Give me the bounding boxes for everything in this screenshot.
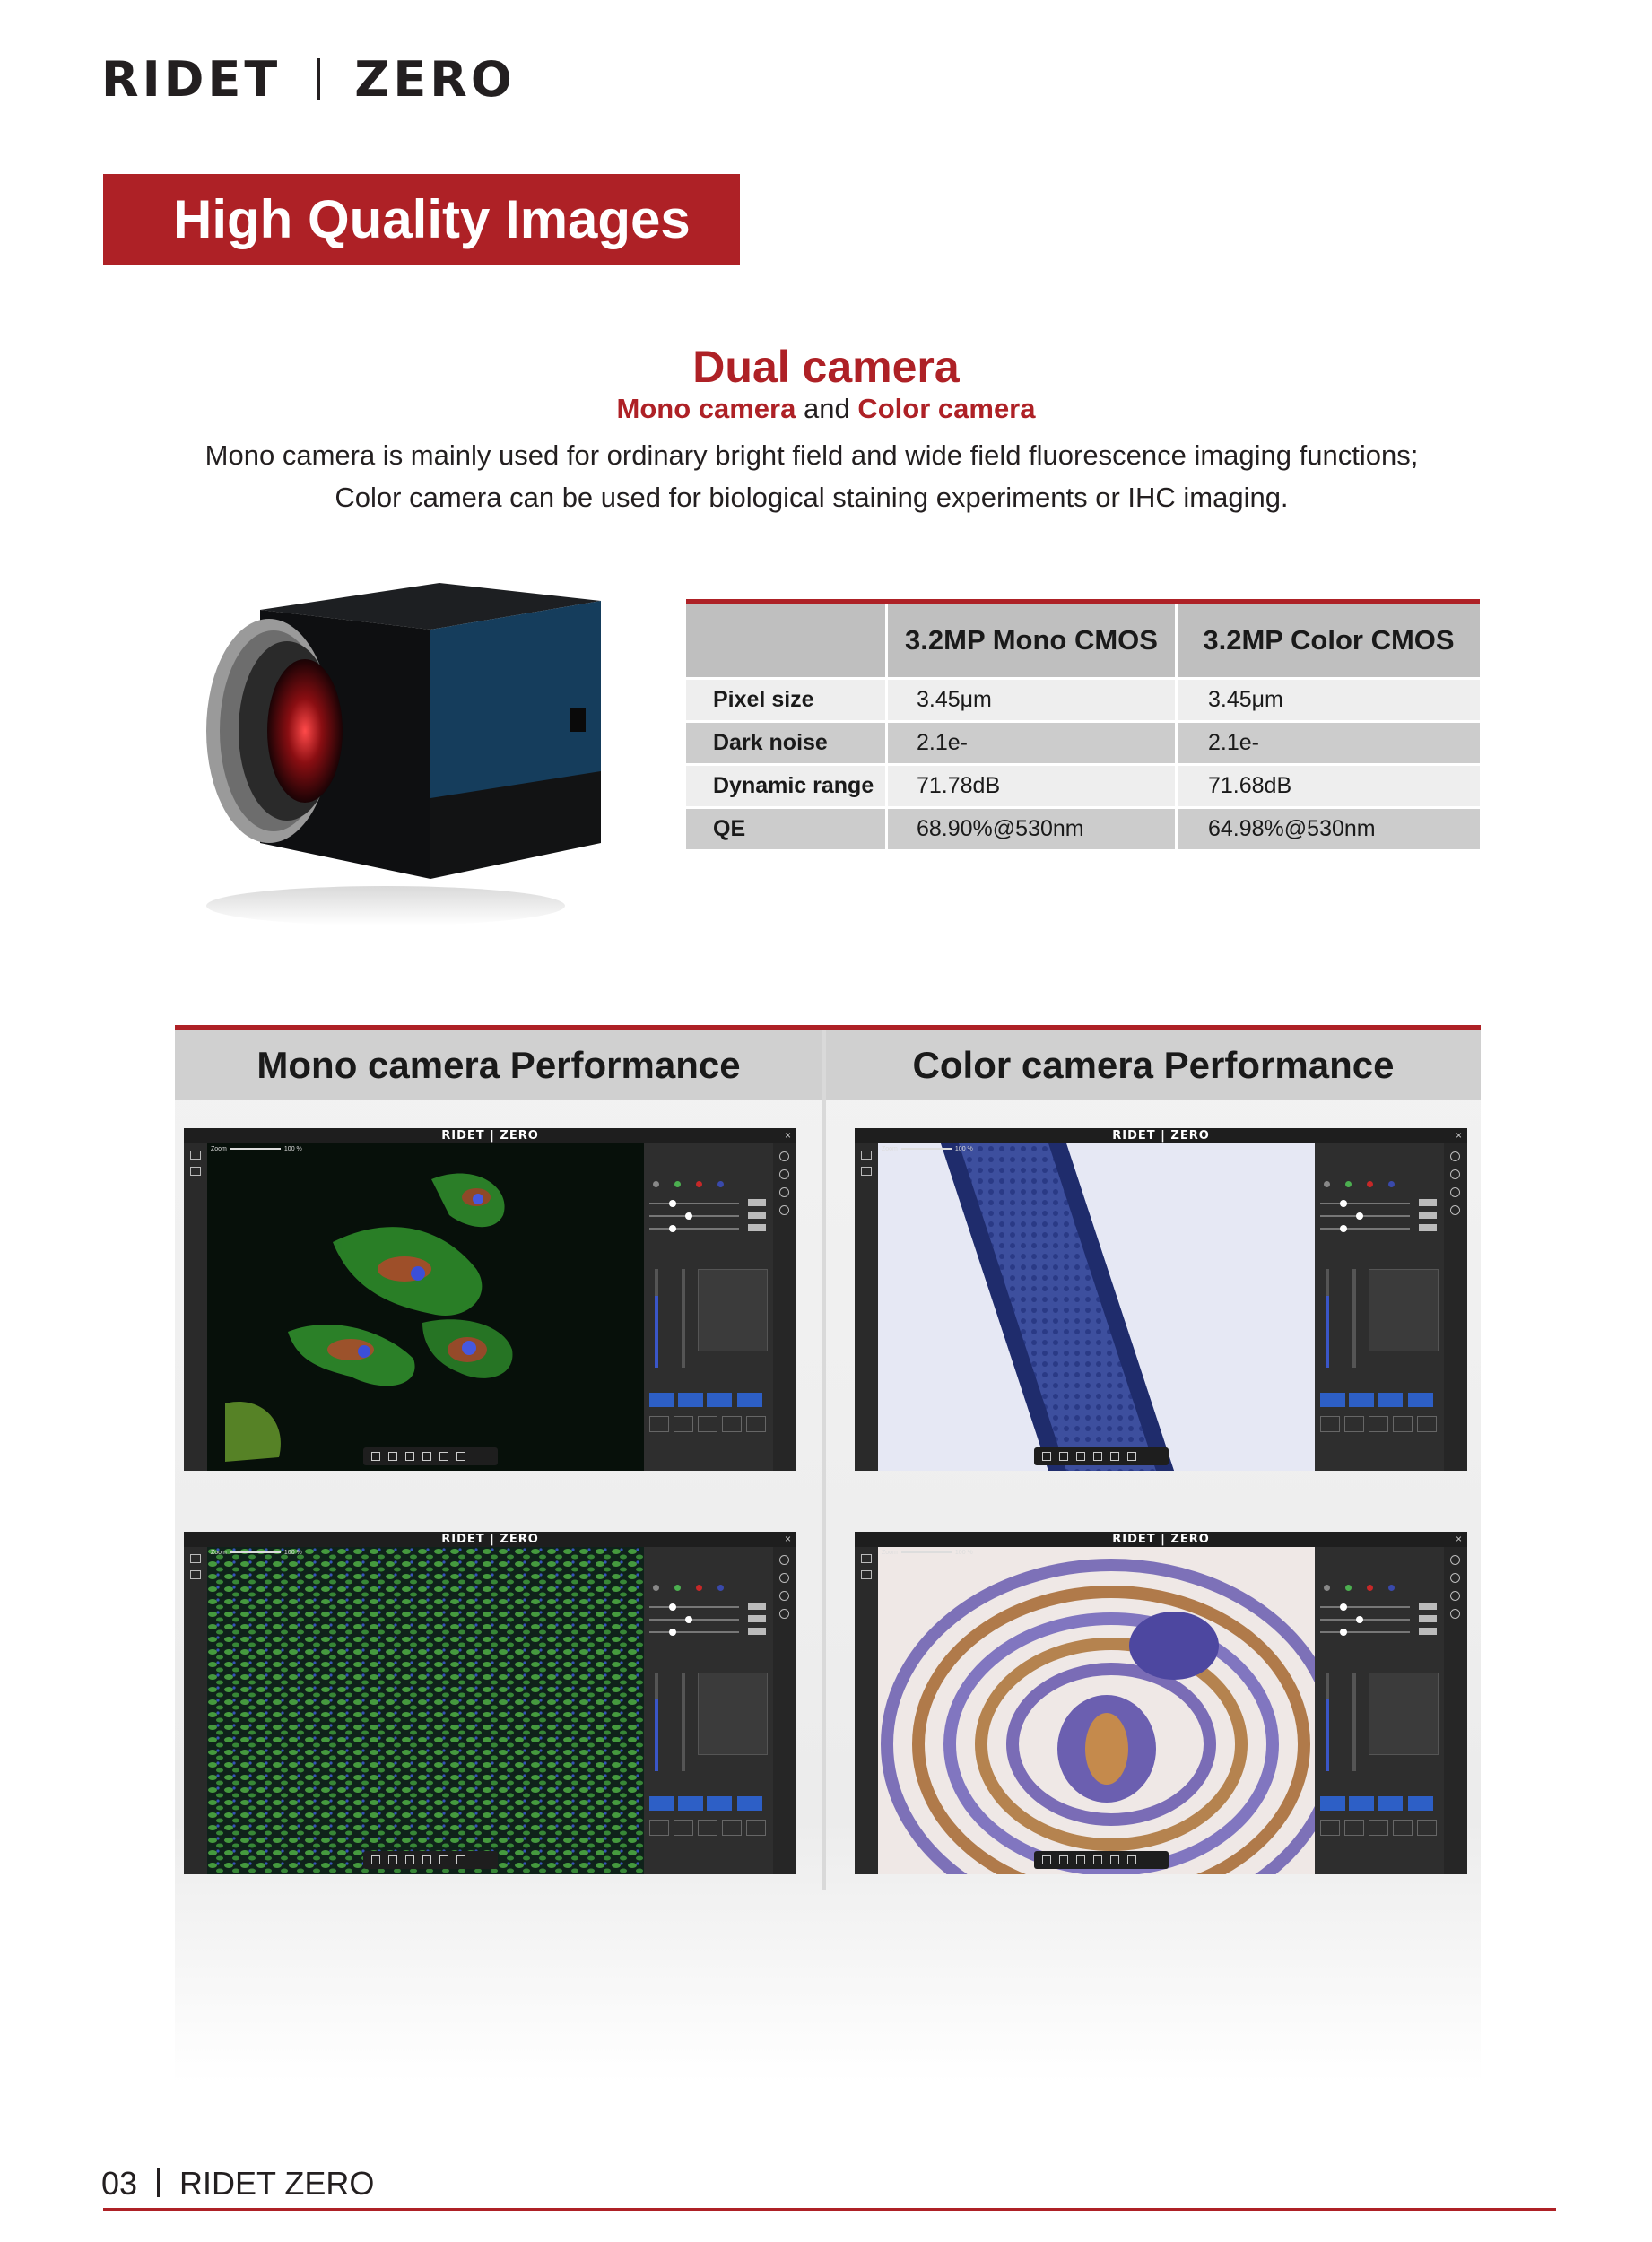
edit-icon[interactable]: [1093, 1855, 1102, 1864]
thumbnail-slot[interactable]: [698, 1416, 717, 1432]
mono-screenshot-1: [184, 1128, 796, 1471]
banner-title: High Quality Images: [173, 189, 691, 249]
user-icon[interactable]: [1450, 1151, 1460, 1161]
toolbox-icon[interactable]: [1450, 1187, 1460, 1197]
grid-icon[interactable]: [371, 1855, 380, 1864]
zoom-control[interactable]: [211, 1146, 302, 1152]
zoom-value: 100 %: [954, 1550, 973, 1556]
mono-screenshot-2: [184, 1532, 796, 1874]
row-mono-value: 3.45μm: [888, 680, 1178, 720]
row-color-value: 64.98%@530nm: [1208, 816, 1376, 841]
logo-separator: [317, 58, 320, 100]
dual-camera-description: [0, 434, 1623, 518]
screenshot-right-toolbar: [773, 1547, 796, 1874]
footer-brand: RIDET ZERO: [179, 2165, 375, 2202]
table-row: [686, 806, 1480, 849]
capture-button[interactable]: [649, 1393, 674, 1407]
record-button[interactable]: [1349, 1393, 1374, 1407]
coarse-focus-slider[interactable]: [1326, 1269, 1329, 1368]
logo-zero: ZERO: [354, 50, 516, 108]
table-icon[interactable]: [1059, 1855, 1068, 1864]
folder-icon[interactable]: [190, 1151, 201, 1160]
grid-icon[interactable]: [1042, 1452, 1051, 1461]
table-row: [686, 720, 1480, 763]
image-icon[interactable]: [190, 1570, 201, 1579]
channel-dot[interactable]: [717, 1585, 724, 1591]
exposure-value[interactable]: [1419, 1212, 1437, 1219]
thumbnail-slot[interactable]: [1393, 1416, 1413, 1432]
screenshot-brand: RIDET | ZERO: [1112, 1129, 1210, 1143]
table-icon[interactable]: [1059, 1452, 1068, 1461]
row-label: Dynamic range: [686, 766, 888, 806]
channel-dot[interactable]: [696, 1181, 702, 1187]
folder-icon[interactable]: [861, 1554, 872, 1563]
row-label: Pixel size: [686, 680, 888, 720]
row-color-value: 71.68dB: [1208, 773, 1292, 798]
filter-icon[interactable]: [779, 1205, 789, 1215]
user-icon[interactable]: [779, 1151, 789, 1161]
zoom-control[interactable]: [882, 1550, 973, 1556]
zoom-value: 100 %: [954, 1146, 973, 1152]
screenshot-right-toolbar: [1444, 1143, 1467, 1471]
thumbnail-slot[interactable]: [1417, 1820, 1437, 1836]
saved-settings-box: [1369, 1673, 1439, 1755]
gain-slider[interactable]: [1320, 1631, 1410, 1633]
thumbnail-slot[interactable]: [674, 1416, 693, 1432]
light-value[interactable]: [1419, 1199, 1437, 1206]
thumbnail-slot[interactable]: [746, 1820, 766, 1836]
gain-slider[interactable]: [1320, 1228, 1410, 1230]
edit-icon[interactable]: [1093, 1452, 1102, 1461]
close-icon[interactable]: ×: [784, 1533, 791, 1545]
row-color-value: 2.1e-: [1208, 730, 1259, 755]
screenshot-left-toolbar: [184, 1143, 207, 1471]
view-toolbar: [1034, 1447, 1169, 1465]
toolbox-icon[interactable]: [1450, 1591, 1460, 1601]
contrast-icon[interactable]: [1127, 1855, 1136, 1864]
thumbnail-slot[interactable]: [1393, 1820, 1413, 1836]
view-toolbar: [363, 1851, 498, 1869]
channel-dot[interactable]: [653, 1585, 659, 1591]
screenshot-brand: RIDET | ZERO: [1112, 1533, 1210, 1546]
channel-dot[interactable]: [1367, 1585, 1373, 1591]
fine-focus-slider[interactable]: [1352, 1269, 1356, 1368]
spec-table: [686, 599, 1480, 849]
thumbnail-slot[interactable]: [1417, 1416, 1437, 1432]
screenshot-brand: RIDET | ZERO: [441, 1129, 539, 1143]
light-value[interactable]: [748, 1603, 766, 1610]
scale-icon[interactable]: [439, 1855, 448, 1864]
channel-dot[interactable]: [1345, 1585, 1352, 1591]
zoom-label: Zoom: [882, 1550, 898, 1556]
screenshot-left-toolbar: [184, 1547, 207, 1874]
saved-settings-box: [1369, 1269, 1439, 1351]
gain-value[interactable]: [748, 1628, 766, 1635]
user-icon[interactable]: [1450, 1555, 1460, 1565]
coarse-focus-slider[interactable]: [655, 1673, 658, 1771]
channel-dot[interactable]: [1388, 1181, 1395, 1187]
fluorescence-cells-image: [207, 1143, 644, 1471]
thumbnail-slot[interactable]: [1344, 1820, 1364, 1836]
filter-icon[interactable]: [779, 1609, 789, 1619]
fine-focus-slider[interactable]: [1352, 1673, 1356, 1771]
record-button[interactable]: [678, 1393, 703, 1407]
zoom-slider[interactable]: [901, 1148, 952, 1150]
settings-icon[interactable]: [1450, 1169, 1460, 1179]
light-slider[interactable]: [1320, 1606, 1410, 1608]
thumbnail-slot[interactable]: [1369, 1416, 1388, 1432]
thumbnail-slot[interactable]: [649, 1820, 669, 1836]
scale-icon[interactable]: [1110, 1452, 1119, 1461]
zoom-label: Zoom: [211, 1550, 227, 1556]
contrast-icon[interactable]: [456, 1855, 465, 1864]
exposure-slider[interactable]: [649, 1619, 739, 1621]
subtitle-mono: Mono camera: [616, 393, 796, 424]
coarse-focus-slider[interactable]: [1326, 1673, 1329, 1771]
capture-button[interactable]: [1320, 1393, 1345, 1407]
zoom-control[interactable]: [211, 1550, 302, 1556]
channel-dot[interactable]: [674, 1181, 681, 1187]
toolbox-icon[interactable]: [779, 1591, 789, 1601]
screenshot-right-toolbar: [773, 1143, 796, 1471]
saved-settings-box: [698, 1269, 768, 1351]
row-mono-value: 71.78dB: [888, 766, 1178, 806]
exposure-value[interactable]: [1419, 1615, 1437, 1622]
screenshot-left-toolbar: [855, 1143, 878, 1471]
scale-icon[interactable]: [1110, 1855, 1119, 1864]
zstack-button[interactable]: [1378, 1393, 1403, 1407]
description-line: Color camera can be used for biological staining experiments or IHC imaging.: [335, 482, 1289, 513]
subtitle-color: Color camera: [857, 393, 1036, 424]
dual-camera-subtitle: [0, 393, 1652, 425]
zoom-label: Zoom: [882, 1146, 898, 1152]
fluorescence-tissue-image: [207, 1547, 644, 1874]
channel-dot[interactable]: [696, 1585, 702, 1591]
zstack-button[interactable]: [707, 1796, 732, 1811]
row-label: Dark noise: [686, 723, 888, 763]
exposure-slider[interactable]: [649, 1215, 739, 1217]
zoom-value: 100 %: [283, 1550, 302, 1556]
zoom-slider[interactable]: [901, 1551, 952, 1553]
exposure-slider[interactable]: [1320, 1619, 1410, 1621]
control-panel: [1315, 1143, 1444, 1471]
thumbnail-slot[interactable]: [1369, 1820, 1388, 1836]
edit-icon[interactable]: [422, 1855, 431, 1864]
view-toolbar: [1034, 1851, 1169, 1869]
gain-slider[interactable]: [649, 1631, 739, 1633]
channel-dot[interactable]: [653, 1181, 659, 1187]
gain-value[interactable]: [1419, 1224, 1437, 1231]
light-value[interactable]: [748, 1199, 766, 1206]
measure-icon[interactable]: [405, 1855, 414, 1864]
screenshot-left-toolbar: [855, 1547, 878, 1874]
light-slider[interactable]: [649, 1606, 739, 1608]
color-screenshot-2: [855, 1532, 1467, 1874]
record-button[interactable]: [678, 1796, 703, 1811]
thumbnail-slot[interactable]: [1320, 1820, 1340, 1836]
screenshot-right-toolbar: [1444, 1547, 1467, 1874]
row-label: QE: [686, 809, 888, 849]
gain-value[interactable]: [748, 1224, 766, 1231]
close-icon[interactable]: ×: [784, 1129, 791, 1142]
channel-dot[interactable]: [674, 1585, 681, 1591]
thumbnail-slot[interactable]: [674, 1820, 693, 1836]
record-button[interactable]: [1349, 1796, 1374, 1811]
image-icon[interactable]: [861, 1570, 872, 1579]
dual-camera-title: Dual camera: [692, 342, 960, 392]
header-cell-mono: 3.2MP Mono CMOS: [888, 604, 1178, 677]
channel-dot[interactable]: [1388, 1585, 1395, 1591]
table-icon[interactable]: [388, 1855, 397, 1864]
measure-icon[interactable]: [405, 1452, 414, 1461]
folder-icon[interactable]: [861, 1151, 872, 1160]
user-icon[interactable]: [779, 1555, 789, 1565]
brand-logo: [101, 52, 516, 106]
footer-rule: [103, 2208, 1556, 2211]
toolbox-icon[interactable]: [779, 1187, 789, 1197]
capture-button[interactable]: [649, 1796, 674, 1811]
channel-dot[interactable]: [1345, 1181, 1352, 1187]
channel-dot[interactable]: [1367, 1181, 1373, 1187]
color-screenshot-1: [855, 1128, 1467, 1471]
grid-icon[interactable]: [1042, 1855, 1051, 1864]
thumbnail-slot[interactable]: [746, 1416, 766, 1432]
fine-focus-slider[interactable]: [682, 1269, 685, 1368]
channel-dot[interactable]: [717, 1181, 724, 1187]
thumbnail-slot[interactable]: [1320, 1416, 1340, 1432]
save-button[interactable]: [737, 1796, 762, 1811]
thumbnail-slot[interactable]: [722, 1416, 742, 1432]
thumbnail-slot[interactable]: [698, 1820, 717, 1836]
zoom-value: 100 %: [283, 1146, 302, 1152]
filter-icon[interactable]: [1450, 1609, 1460, 1619]
stained-stem-image: [878, 1143, 1315, 1471]
save-button[interactable]: [737, 1393, 762, 1407]
settings-icon[interactable]: [1450, 1573, 1460, 1583]
edit-icon[interactable]: [422, 1452, 431, 1461]
view-toolbar: [363, 1447, 498, 1465]
close-icon[interactable]: ×: [1455, 1129, 1462, 1142]
row-mono-value: 2.1e-: [888, 723, 1178, 763]
zoom-control[interactable]: [882, 1146, 973, 1152]
gain-value[interactable]: [1419, 1628, 1437, 1635]
contrast-icon[interactable]: [1127, 1452, 1136, 1461]
zstack-button[interactable]: [707, 1393, 732, 1407]
measure-icon[interactable]: [1076, 1452, 1085, 1461]
camera-image: [161, 574, 619, 933]
zoom-label: Zoom: [211, 1146, 227, 1152]
screenshot-brand: RIDET | ZERO: [441, 1533, 539, 1546]
zoom-slider[interactable]: [230, 1148, 281, 1150]
mono-performance-title: Mono camera Performance: [175, 1030, 822, 1100]
channel-dot[interactable]: [1324, 1181, 1330, 1187]
control-panel: [1315, 1547, 1444, 1874]
settings-icon[interactable]: [779, 1573, 789, 1583]
control-panel: [644, 1547, 773, 1874]
header-cell-empty: [686, 604, 888, 677]
coarse-focus-slider[interactable]: [655, 1269, 658, 1368]
gain-slider[interactable]: [649, 1228, 739, 1230]
column-divider: [822, 1030, 826, 1890]
image-icon[interactable]: [861, 1167, 872, 1176]
light-slider[interactable]: [1320, 1203, 1410, 1204]
fine-focus-slider[interactable]: [682, 1673, 685, 1771]
scale-icon[interactable]: [439, 1452, 448, 1461]
thumbnail-slot[interactable]: [722, 1820, 742, 1836]
header-cell-color: 3.2MP Color CMOS: [1203, 624, 1455, 656]
description-line: Mono camera is mainly used for ordinary bright field and wide field fluorescence imaging functions;: [204, 439, 1419, 471]
light-slider[interactable]: [649, 1203, 739, 1204]
light-value[interactable]: [1419, 1603, 1437, 1610]
exposure-value[interactable]: [748, 1615, 766, 1622]
thumbnail-slot[interactable]: [1344, 1416, 1364, 1432]
settings-icon[interactable]: [779, 1169, 789, 1179]
logo-ridet: RIDET: [101, 50, 282, 108]
measure-icon[interactable]: [1076, 1855, 1085, 1864]
save-button[interactable]: [1408, 1393, 1433, 1407]
section-banner: [103, 174, 740, 265]
image-icon[interactable]: [190, 1167, 201, 1176]
grid-icon[interactable]: [371, 1452, 380, 1461]
exposure-slider[interactable]: [1320, 1215, 1410, 1217]
table-row: [686, 763, 1480, 806]
stained-section-image: [878, 1547, 1315, 1874]
exposure-value[interactable]: [748, 1212, 766, 1219]
page-footer: [101, 2165, 374, 2203]
row-color-value: 3.45μm: [1208, 687, 1283, 712]
table-header-row: [686, 604, 1480, 677]
zstack-button[interactable]: [1378, 1796, 1403, 1811]
control-panel: [644, 1143, 773, 1471]
contrast-icon[interactable]: [456, 1452, 465, 1461]
table-row: [686, 677, 1480, 720]
channel-dot[interactable]: [1324, 1585, 1330, 1591]
saved-settings-box: [698, 1673, 768, 1755]
zoom-slider[interactable]: [230, 1551, 281, 1553]
folder-icon[interactable]: [190, 1554, 201, 1563]
row-mono-value: 68.90%@530nm: [888, 809, 1178, 849]
filter-icon[interactable]: [1450, 1205, 1460, 1215]
page-number: 03: [101, 2165, 138, 2202]
save-button[interactable]: [1408, 1796, 1433, 1811]
close-icon[interactable]: ×: [1455, 1533, 1462, 1545]
capture-button[interactable]: [1320, 1796, 1345, 1811]
footer-separator: [157, 2168, 160, 2197]
thumbnail-slot[interactable]: [649, 1416, 669, 1432]
color-performance-title: Color camera Performance: [826, 1030, 1481, 1100]
subtitle-and: and: [803, 393, 850, 424]
table-icon[interactable]: [388, 1452, 397, 1461]
